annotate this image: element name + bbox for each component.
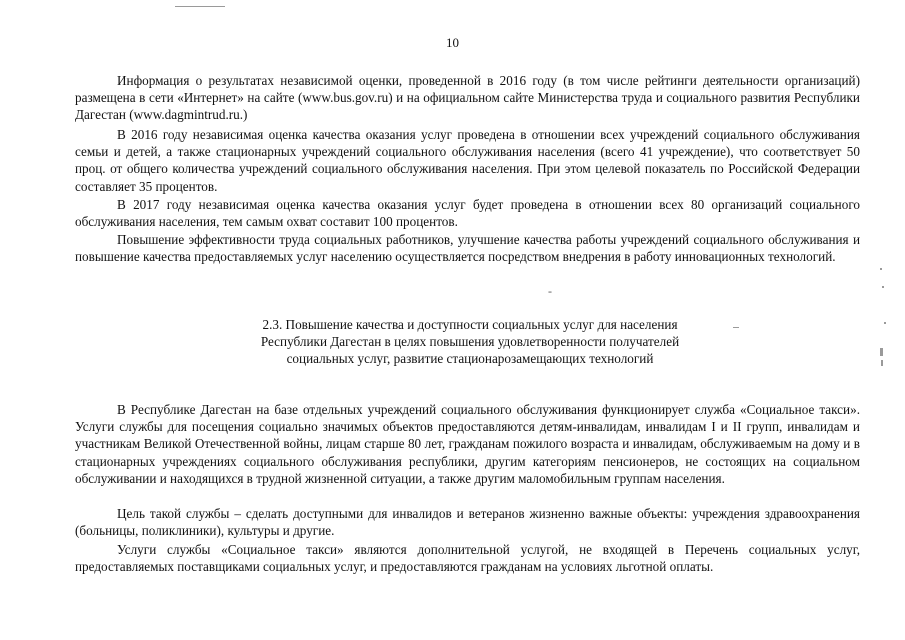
section-heading-line-3: социальных услуг, развитие стационарозамещающих технологий — [286, 351, 654, 367]
scan-artifact — [880, 348, 883, 356]
paragraph-service-goal: Цель такой службы – сделать доступными для инвалидов и ветеранов жизненно важные объекты: учреждения здравоохранения (больницы, поликлиники), культуры и другие. — [75, 506, 860, 539]
paragraph-assessment-2017: В 2017 году независимая оценка качества оказания услуг будет проведена в отношении всех 80 организаций социального обслуживания населения, тем самым охват составит 100 процентов. — [75, 197, 860, 230]
scan-artifact — [881, 360, 883, 366]
scan-artifact — [733, 327, 739, 328]
section-heading-line-2: Республики Дагестан в целях повышения удовлетворенности получателей — [260, 334, 680, 350]
paragraph-social-taxi: В Республике Дагестан на базе отдельных учреждений социального обслуживания функционирует служба «Социальное такси». Услуги службы для посещения социально значимых объектов предоставляются детям-инвалидам, инвалидам I и II групп, инвалидам и участникам Великой Отечественной войны, лицам старше 80 лет, гражданам пожилого возраста и инвалидам, обслуживаемым на дому и в стационарных учреждениях социального обслуживания республики, другим категориям пенсионеров, не состоящих на социальном обслуживании и находящихся в трудной жизненной ситуации, а также другим маломобильным группам населения. — [75, 402, 860, 486]
page-number: 10 — [446, 35, 459, 50]
scan-artifact — [884, 322, 886, 324]
section-heading — [180, 316, 760, 368]
paragraph-assessment-2016: В 2016 году независимая оценка качества оказания услуг проведена в отношении всех учреждений социального обслуживания семьи и детей, а также стационарных учреждений социального обслуживания населения (всего 41 учреждение), что соответствует 50 проц. от общего количества учреждений социального обслуживания населения. При этом целевой показатель по Российской Федерации составляет 35 процентов. — [75, 127, 860, 194]
paragraph-independent-assessment-info: Информация о результатах независимой оценки, проведенной в 2016 году (в том числе рейтинги деятельности организаций) размещена в сети «Интернет» на сайте (www.bus.gov.ru) и на официальном сайте Министерства труда и социального развития Республики Дагестан (www.dagmintrud.ru.) — [75, 73, 860, 123]
section-heading-line-1: 2.3. Повышение качества и доступности социальных услуг для населения — [262, 317, 678, 332]
scan-mark: - — [548, 284, 552, 298]
paragraph-efficiency: Повышение эффективности труда социальных работников, улучшение качества работы учреждений социального обслуживания и повышение качества предоставляемых услуг населению осуществляется посредством внедрения в работу инновационных технологий. — [75, 232, 860, 265]
scan-artifact — [882, 286, 884, 288]
scan-artifact — [175, 6, 225, 7]
paragraph-service-terms: Услуги службы «Социальное такси» являются дополнительной услугой, не входящей в Перечень социальных услуг, предоставляемых поставщиками социальных услуг, и предоставляются гражданам на условиях льготной оплаты. — [75, 542, 860, 575]
scan-artifact — [880, 268, 882, 270]
